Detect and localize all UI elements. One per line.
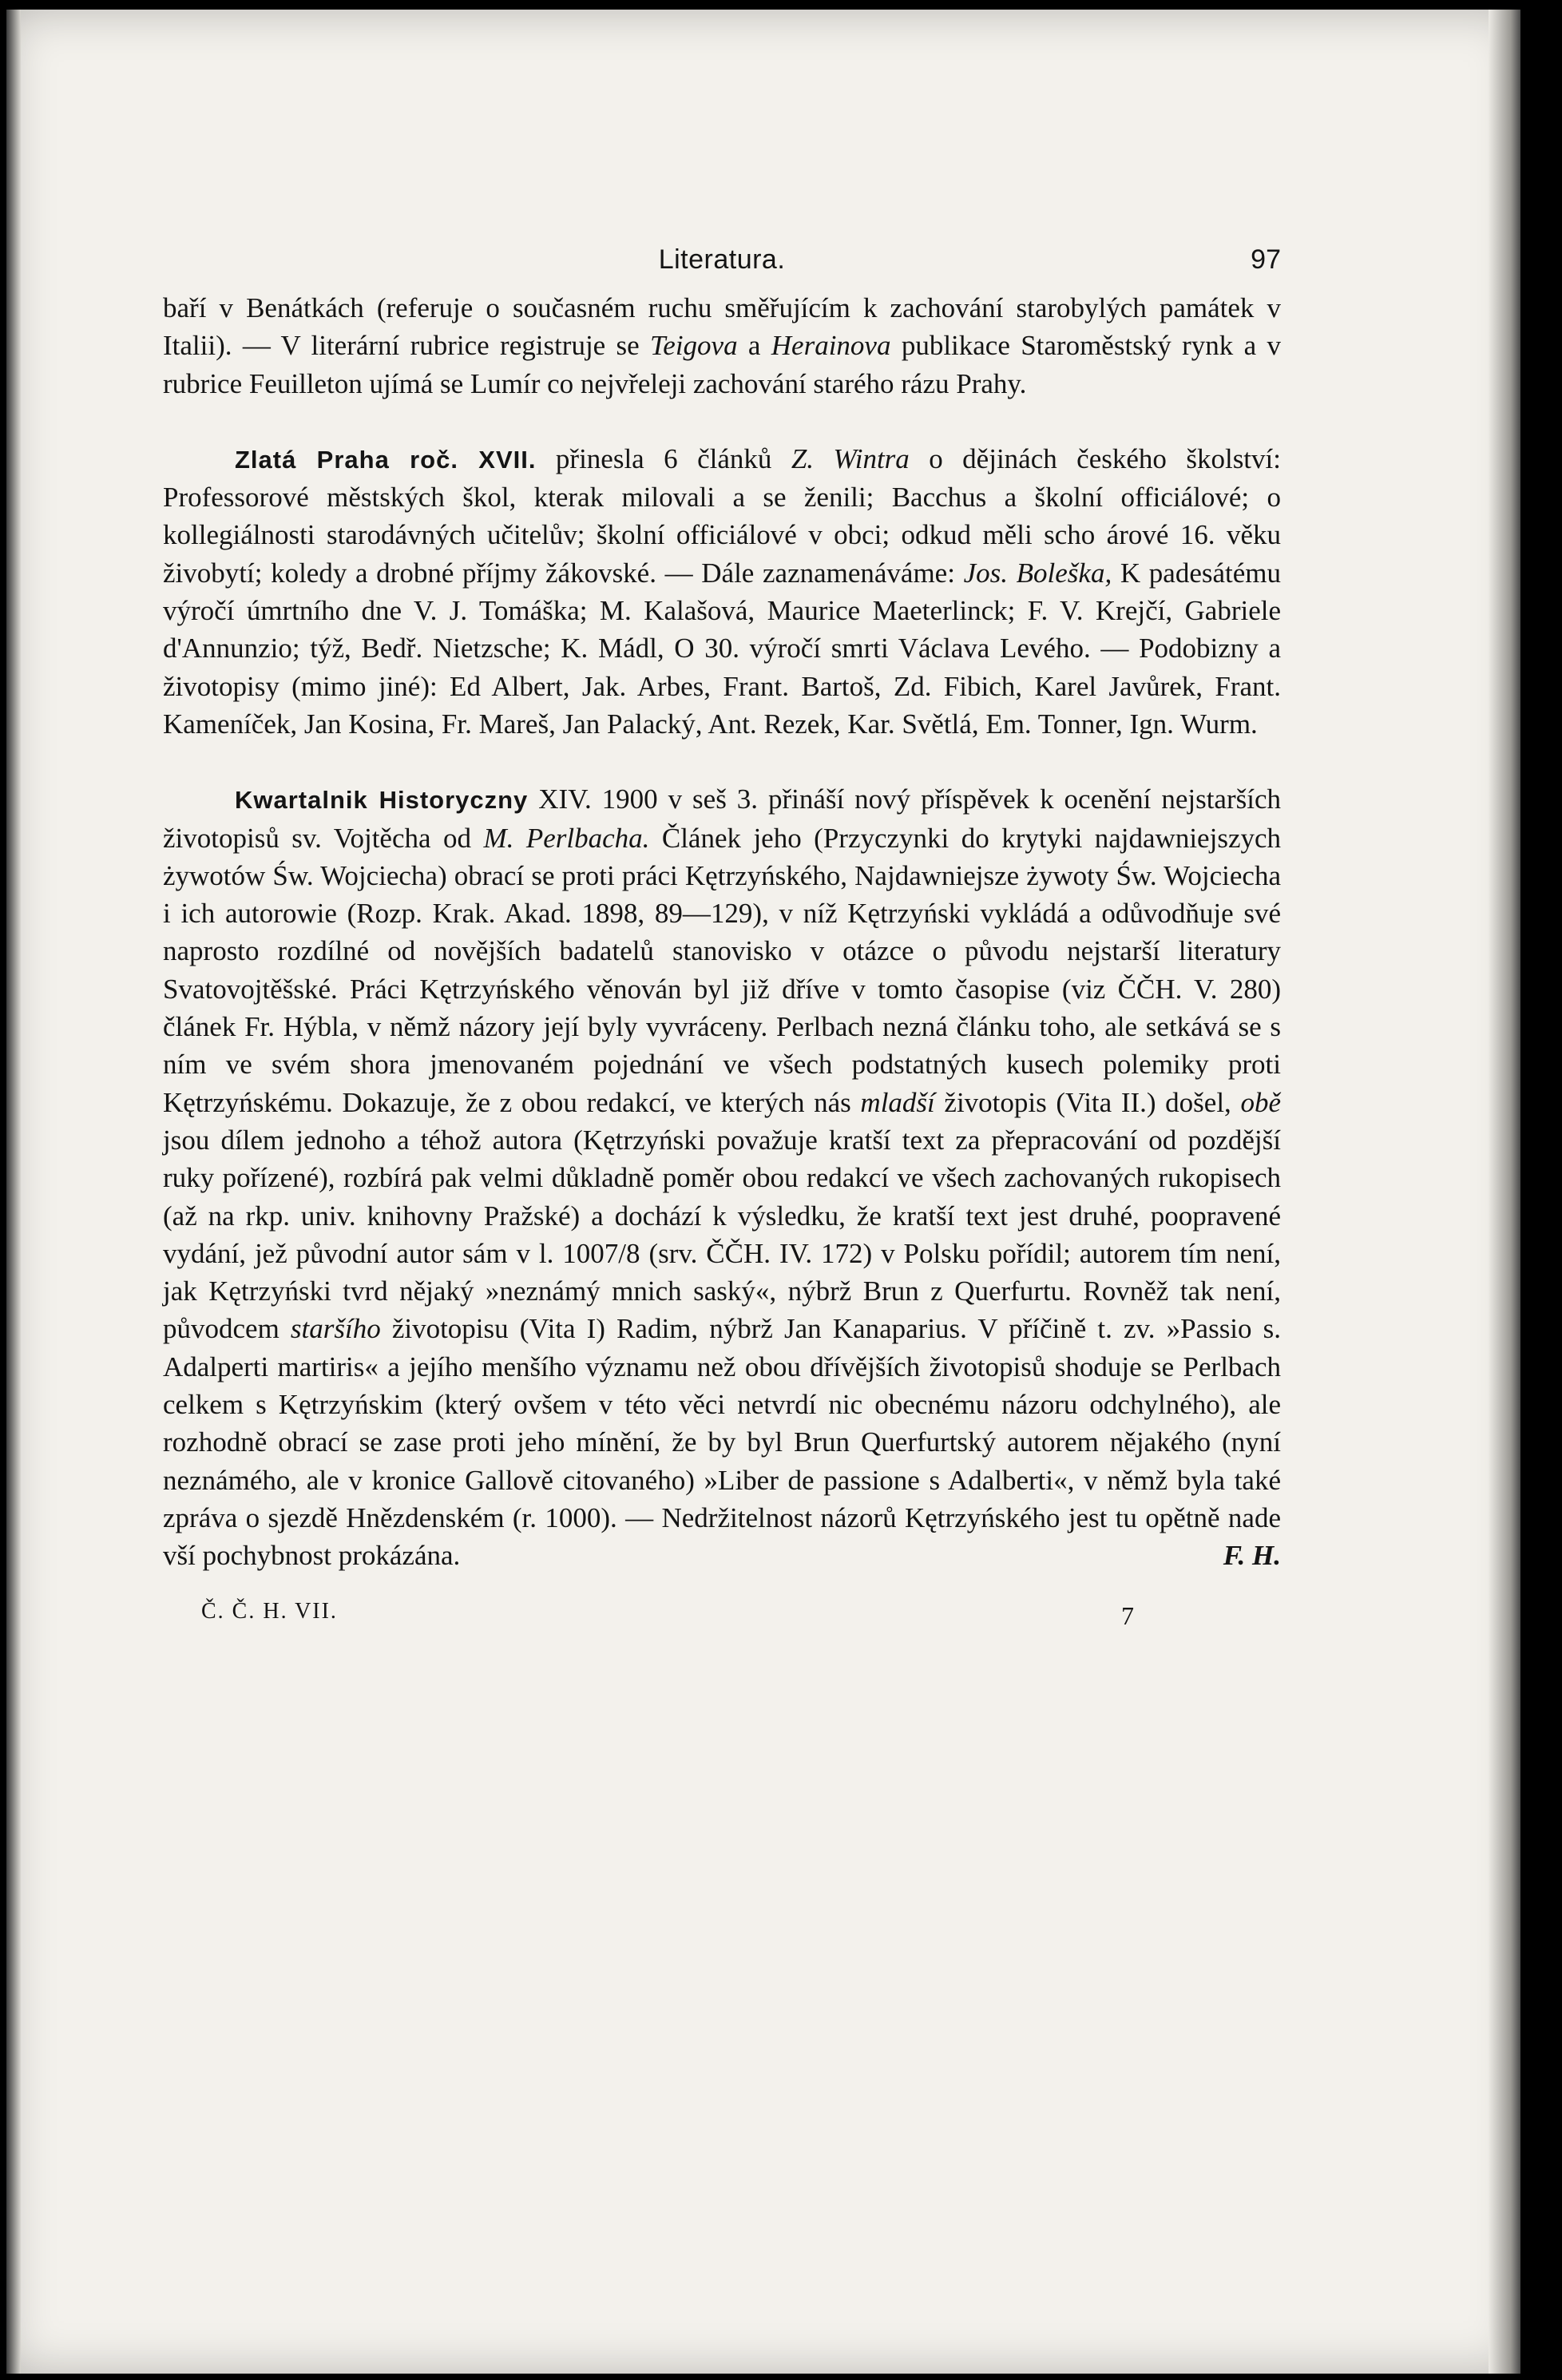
italic-name: M. Perlbacha. [483, 822, 650, 854]
author-initials: F. H. [1223, 1540, 1281, 1572]
italic-name: Z. Wintra [791, 442, 910, 474]
text-run: přinesla 6 článků [536, 442, 791, 474]
signature-mark: Č. Č. H. VII. [201, 1598, 338, 1624]
italic-word: mladší [860, 1086, 935, 1118]
italic-name: Jos. Boleška, [963, 557, 1112, 589]
running-head-title: Literatura. [658, 244, 786, 275]
paragraph-gap [163, 403, 1281, 440]
text-run: a [737, 330, 771, 362]
text-run: XIV. 1900 v seš 3. přináší nový příspěvek k ocenění nejstarších životopisů sv. Vojtěcha od [163, 783, 1281, 854]
page-number: 97 [1251, 244, 1281, 275]
journal-title: Zlatá Praha roč. XVII. [235, 445, 537, 474]
paragraph-continuation [163, 289, 1281, 403]
italic-name: Teigova [650, 330, 738, 362]
page-text [163, 241, 1281, 1632]
text-run: baří v Benátkách (referuje o současném ruchu směřujícím k zachování starobylých památek v Italii). — V literární rubrice registruje se [163, 292, 1281, 362]
text-run: K padesátému výročí úmrtního dne V. J. Tomáška; M. Kalašová, Maurice Maeterlinck; F. V. Krejčí, Gabriele d'Annunzio; týž, Bedř. Nietzsche; K. Mádl, O 30. výročí smrti Václava Levého. — Podobizny a životopisy (mimo jiné): Ed Albert, Jak. Arbes, Frant. Bartoš, Zd. Fibich, Karel Javůrek, Frant. Kameníček, Jan Kosina, Fr. Mareš, Jan Palacký, Ant. Rezek, Kar. Světlá, Em. Tonner, Ign. Wurm. [163, 557, 1282, 740]
italic-word: staršího [290, 1313, 381, 1345]
italic-word: obě [1240, 1086, 1281, 1118]
text-run: jsou dílem jednoho a téhož autora (Kętrzyński považuje kratší text za přepracování od pozdější ruky pořízené), rozbírá pak velmi důkladně poměr obou redakcí ve všech zachovaných rukopisech (až na rkp. univ. knihovny Pražské) a dochází k výsledku, že kratší text jest druhé, poopravené vydání, jež původní autor sám v l. 1007/8 (srv. ČČH. IV. 172) v Polsku pořídil; autorem tím není, jak Kętrzyński tvrd nějaký »neznámý mnich saský«, nýbrž Brun z Querfurtu. Rovněž tak není, původcem [163, 1124, 1281, 1345]
text-run: Článek jeho (Przyczynki do krytyki najdawniejszych żywotów Św. Wojciecha) obrací se proti práci Kętrzyńského, Najdawniejsze żywoty Św. Wojciecha i ich autorowie (Rozp. Krak. Akad. 1898, 89—129), v níž Kętrzyński vykládá a odůvodňuje své naprosto rozdílné od novějších badatelů stanovisko v otázce o původu nejstarší literatury Svatovojtěšské. Práci Kętrzyńského věnován byl již dříve v tomto časopise (viz ČČH. V. 280) článek Fr. Hýbla, v němž názory její byly vyvráceny. Perlbach nezná článku toho, ale setkává se s ním ve svém shora jmenovaném pojednání ve všech podstatných kusech polemiky proti Kętrzyńskému. Dokazuje, že z obou redakcí, ve kterých nás [163, 822, 1282, 1118]
text-run: životopis (Vita II.) došel, [934, 1086, 1241, 1118]
sheet-number: 7 [1121, 1601, 1134, 1630]
scanned-page [6, 10, 1520, 2374]
paragraph-kwartalnik [163, 780, 1281, 1574]
text-run: životopisu (Vita I) Radim, nýbrž Jan Kanaparius. V příčině t. zv. »Passio s. Adalperti martiris« a jejího menšího významu než obou dřívějších životopisů shoduje se Perlbach celkem s Kętrzyńskim (který ovšem v této věci netvrdí nic obecnému názoru odchylného), ale rozhodně obrací se zase proti jeho mínění, že by byl Brun Querfurtský autorem nějakého (nyní neznámého, ale v kronice Gallově citovaného) »Liber de passione s Adalberti«, v němž byla také zpráva o sjezdě Hnězdenském (r. 1000). — Nedržitelnost názorů Kętrzyńského jest tu opětně nade vší pochybnost prokázána. [163, 1313, 1282, 1572]
text-run: publikace Staroměstský rynk a v rubrice Feuilleton ujímá se Lumír co nejvřeleji zachování starého rázu Prahy. [163, 330, 1281, 399]
paragraph-zlata-praha [163, 440, 1281, 743]
journal-title: Kwartalnik Historyczny [235, 786, 529, 815]
page-footer [163, 1593, 1281, 1632]
text-run: o dějinách českého školství: Professorové městských škol, kterak milovali a se ženili; Bacchus a školní officiálové; o kollegiálnosti starodávných učitelův; školní officiálové v obci; odkud měli scho árové 16. věku živobytí; koledy a drobné příjmy žákovské. — Dále zaznamenáváme: [163, 442, 1281, 589]
italic-name: Herainova [771, 330, 891, 362]
paragraph-gap [163, 743, 1281, 780]
running-head [163, 241, 1281, 289]
